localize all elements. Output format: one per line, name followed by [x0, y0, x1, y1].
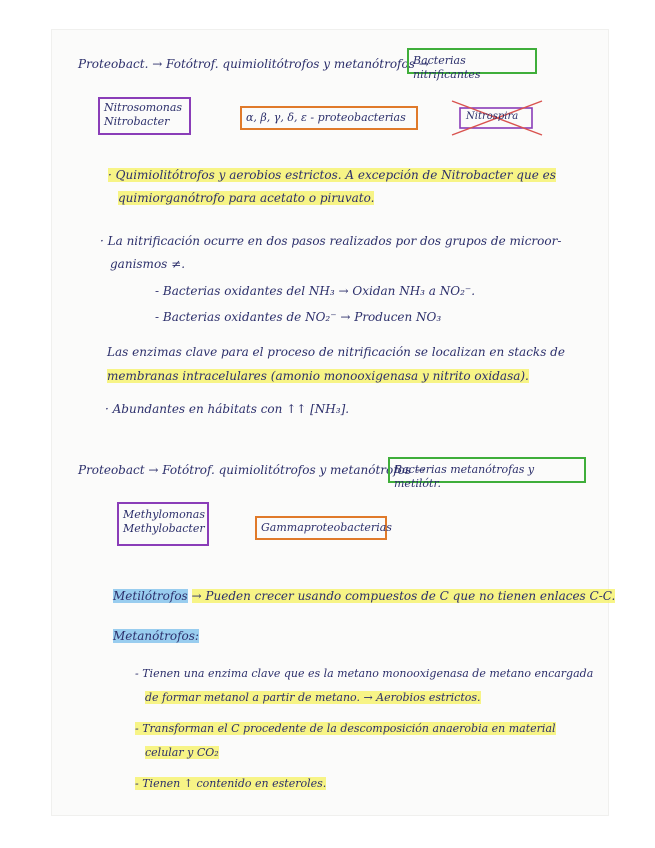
- sub-point2: - Bacterias oxidantes de NO₂⁻ → Producen NO₃: [155, 310, 442, 324]
- purple-box-line1: Nitrosomonas: [104, 101, 183, 114]
- section2-header-text: Proteobact → Fotótrof. quimiolitótrofos y metanótrofos →: [78, 463, 425, 477]
- section2-purple-box: [117, 502, 209, 546]
- metanotrofos-line: [113, 628, 199, 644]
- section2-header-box: [388, 457, 586, 490]
- para-line2-text: membranas intracelulares (amonio monooxigenasa y nitrito oxidasa).: [107, 369, 529, 383]
- metilotrofos-line: [113, 588, 615, 604]
- section1-orange-box: [240, 106, 418, 130]
- point3: [135, 776, 326, 792]
- point1-line2: [145, 690, 481, 706]
- orange-box-label: α, β, γ, δ, ε - proteobacterias: [246, 111, 406, 124]
- metilotrofos-text: → Pueden crecer usando compuestos de C que no tienen enlaces C-C.: [191, 589, 616, 603]
- point2-line1: [135, 721, 556, 737]
- bullet1-line1-text: · Quimiolitótrofos y aerobios estrictos. A excepción de Nitrobacter que es: [108, 168, 556, 182]
- metilotrofos-label: Metilótrofos: [113, 589, 188, 603]
- purple-box-line2: Nitrobacter: [104, 115, 170, 128]
- section1-header-box-label: Bacterias nitrificantes: [413, 54, 481, 81]
- section1-crossed-box: [450, 99, 544, 137]
- point2-line1-text: - Transforman el C procedente de la descomposición anaerobia en material: [135, 722, 556, 735]
- point2-line2-text: celular y CO₂: [145, 746, 219, 759]
- bullet2-line2: ganismos ≠.: [110, 257, 186, 271]
- metanotrofos-label: Metanótrofos:: [113, 629, 199, 643]
- purple-box2-line1: Methylomonas: [123, 508, 205, 521]
- section2-orange-box: [255, 516, 392, 540]
- orange-box2-label: Gammaproteobacterias: [261, 521, 392, 534]
- section1-header-box: [407, 48, 537, 81]
- bullet1-line1: [108, 167, 556, 183]
- bullet3: · Abundantes en hábitats con ↑↑ [NH₃].: [105, 402, 350, 416]
- point2-line2: [145, 745, 219, 761]
- section1-purple-box: [98, 97, 191, 135]
- section1-header-text: Proteobact. → Fotótrof. quimiolitótrofos y metanótrofos →: [78, 57, 429, 71]
- bullet1-line2: [118, 190, 374, 206]
- bullet2-line1: · La nitrificación ocurre en dos pasos realizados por dos grupos de microor-: [100, 234, 562, 248]
- section2-header-box-label: Bacterias metanótrofas y metilótr.: [394, 463, 535, 490]
- point1-line1: [135, 666, 593, 682]
- sub-point1: - Bacterias oxidantes del NH₃ → Oxidan NH₃ a NO₂⁻.: [155, 284, 476, 298]
- point1-line1-text: - Tienen una enzima clave que es la metano monooxigenasa de metano encargada: [135, 667, 594, 680]
- crossed-box-label: Nitrospira: [466, 111, 519, 122]
- para-line2: [107, 368, 529, 384]
- point3-text: - Tienen ↑ contenido en esteroles.: [135, 777, 327, 790]
- purple-box2-line2: Methylobacter: [123, 522, 205, 535]
- point1-line2-text: de formar metanol a partir de metano. → Aerobios estrictos.: [145, 691, 481, 704]
- bullet1-line2-text: quimiorganótrofo para acetato o piruvato.: [118, 191, 375, 205]
- para-line1: Las enzimas clave para el proceso de nitrificación se localizan en stacks de: [107, 345, 565, 359]
